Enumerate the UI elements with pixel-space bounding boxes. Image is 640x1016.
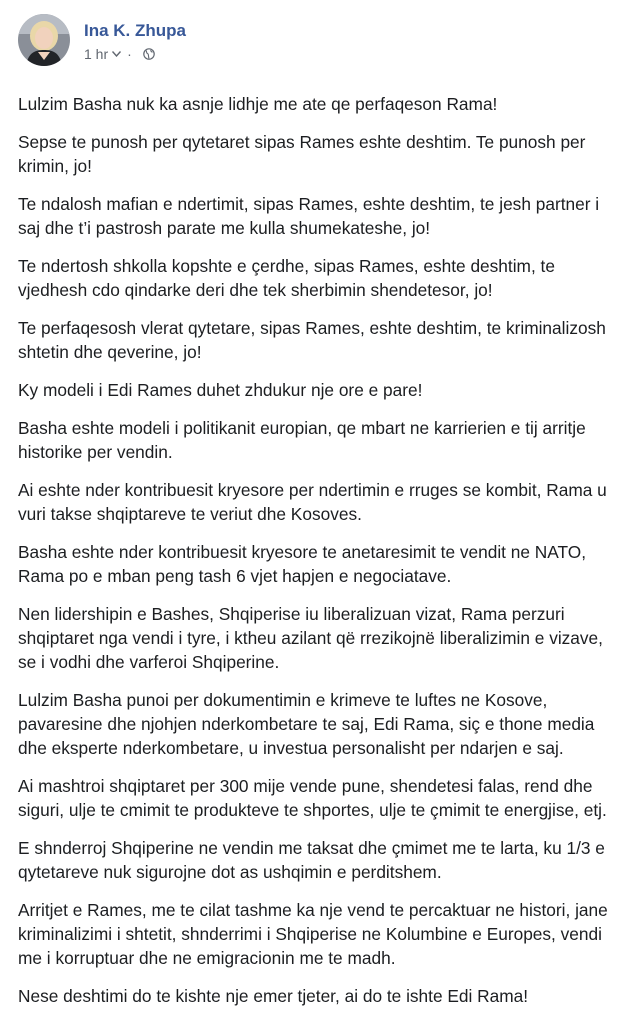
post-paragraph: Basha eshte nder kontribuesit kryesore te anetaresimit te vendit ne NATO, Rama po e mban peng tash 6 vjet hapjen e negociatave. — [18, 542, 587, 586]
post-paragraph: Te perfaqesosh vlerat qytetare, sipas Rames, eshte deshtim, te kriminalizosh shtetin dhe qeverine, jo! — [18, 318, 606, 362]
avatar[interactable] — [18, 14, 70, 66]
post-paragraph: Lulzim Basha nuk ka asnje lidhje me ate qe perfaqeson Rama! — [18, 94, 498, 114]
chevron-down-icon[interactable] — [112, 51, 121, 57]
post-paragraph: Nen lidershipin e Bashes, Shqiperise iu liberalizuan vizat, Rama perzuri shqiptaret nga vendi i tyre, i ktheu azilant që rrezikojnë liberalizimin e vizave, se i vodhi dhe varferoi Shqiperine. — [18, 604, 603, 672]
post-meta — [84, 45, 186, 63]
post-paragraph: Sepse te punosh per qytetaret sipas Rames eshte deshtim. Te punosh per krimin, jo! — [18, 132, 586, 176]
post-paragraph: Basha eshte modeli i politikanit europian, qe mbart ne karrierien e tij arritje historike per vendin. — [18, 418, 586, 462]
post-paragraph: Te ndertosh shkolla kopshte e çerdhe, sipas Rames, eshte deshtim, te vjedhesh cdo qindarke deri dhe tek sherbimin shendetesor, jo! — [18, 256, 555, 300]
post-paragraph: Ai mashtroi shqiptaret per 300 mije vende pune, shendetesi falas, rend dhe siguri, ulje te cmimit te produkteve te shportes, ulje te çmimit te energjise, etj. — [18, 776, 607, 820]
post-paragraph: Nese deshtimi do te kishte nje emer tjeter, ai do te ishte Edi Rama! — [18, 986, 529, 1006]
post-body — [18, 92, 622, 1008]
globe-icon[interactable] — [143, 48, 155, 60]
author-name-link[interactable]: Ina K. Zhupa — [84, 21, 186, 40]
meta-separator: · — [127, 46, 132, 62]
post-paragraph: Te ndalosh mafian e ndertimit, sipas Rames, eshte deshtim, te jesh partner i saj dhe t’i pastrosh parate me kulla shumekateshe, jo! — [18, 194, 600, 238]
post-paragraph: Arritjet e Rames, me te cilat tashme ka nje vend te percaktuar ne histori, jane kriminalizimi i shtetit, shnderrimi i Shqiperise ne Kolumbine e Europes, vendi me i korruptuar dhe ne emigracionin me te madh. — [18, 900, 608, 968]
post-header-text — [84, 20, 186, 63]
post-paragraph: Ky modeli i Edi Rames duhet zhdukur nje ore e pare! — [18, 380, 423, 400]
post-paragraph: Lulzim Basha punoi per dokumentimin e krimeve te luftes ne Kosove, pavaresine dhe njohjen nderkombetare te saj, Edi Rama, siç e thone media dhe eksperte nderkombetare, u investua personalisht per ndarjen e saj. — [18, 690, 595, 758]
post-paragraph: E shnderroj Shqiperine ne vendin me taksat dhe çmimet me te larta, ku 1/3 e qytetareve nuk sigurojne dot as ushqimin e perditshem. — [18, 838, 605, 882]
post-paragraph: Ai eshte nder kontribuesit kryesore per ndertimin e rruges se kombit, Rama u vuri takse shqiptareve te veriut dhe Kosoves. — [18, 480, 607, 524]
post-header — [18, 12, 622, 78]
post-timestamp[interactable]: 1 hr — [84, 46, 109, 62]
